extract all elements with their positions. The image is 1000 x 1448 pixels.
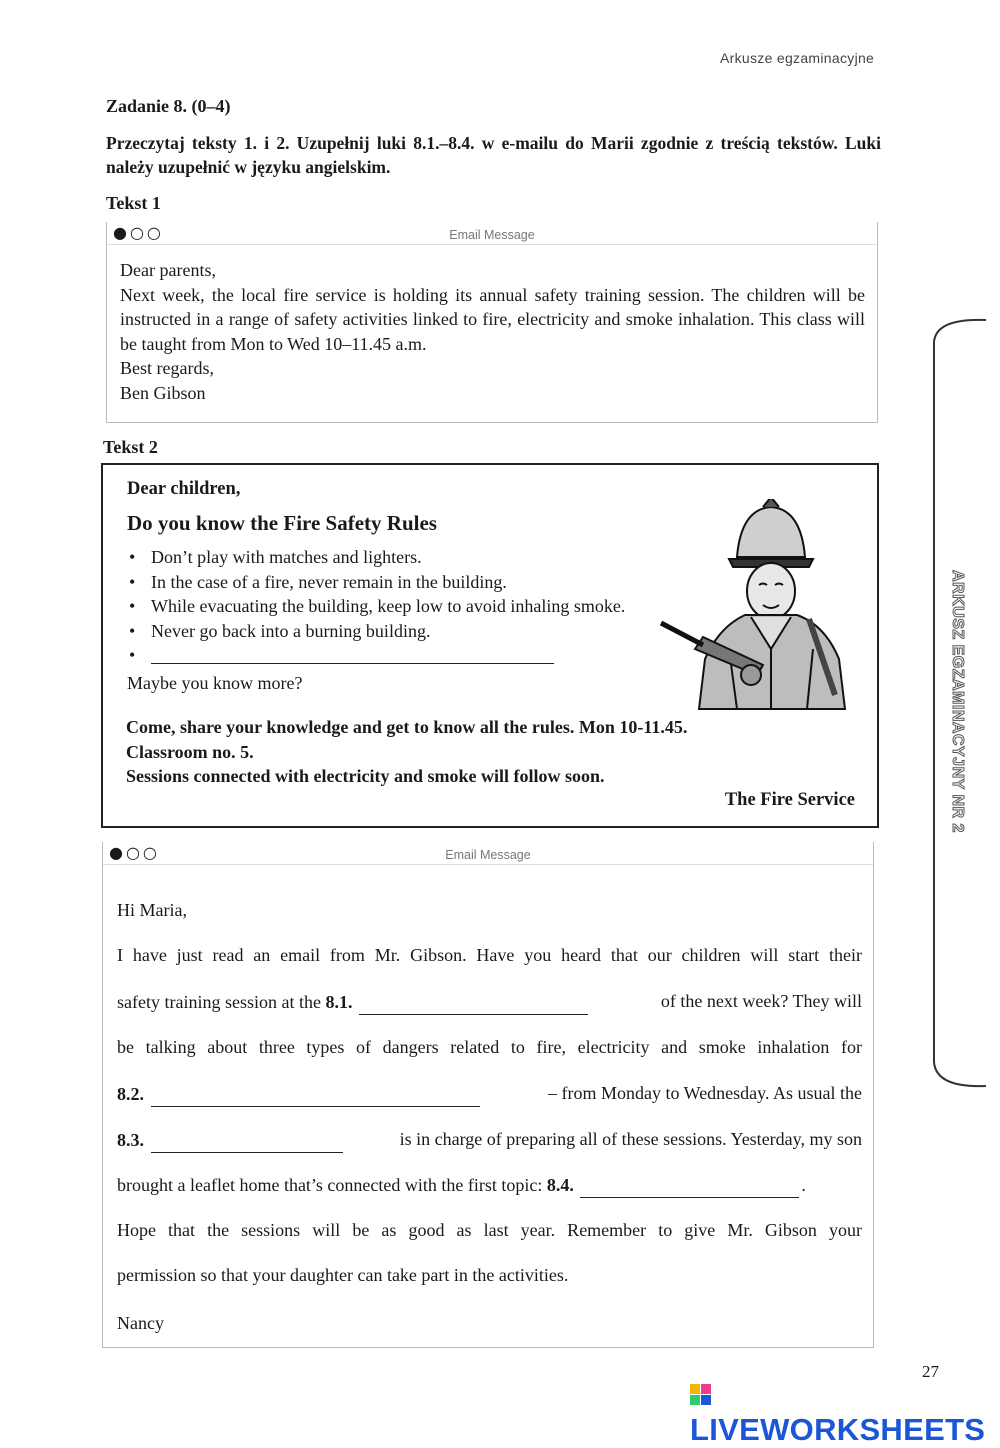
- rule-item: [127, 570, 625, 595]
- email-line-gap4: [117, 1174, 862, 1198]
- bullet-icon: •: [129, 571, 136, 592]
- rule-item: [127, 594, 625, 619]
- email-window-caption: Email Message: [445, 848, 531, 862]
- email-window-caption: Email Message: [449, 228, 535, 242]
- text2-heading: Do you know the Fire Safety Rules: [127, 511, 437, 535]
- rule-text: Don’t play with matches and lighters.: [151, 547, 422, 567]
- email-window-titlebar: [103, 842, 873, 865]
- bullet-icon: •: [129, 547, 136, 567]
- window-control-dots-icon: ●○○: [113, 223, 164, 242]
- answer-input-8-1[interactable]: [359, 991, 588, 1015]
- text2-label: Tekst 2: [103, 437, 158, 457]
- rule-blank-line: [151, 643, 554, 664]
- text1-closing: Best regards,: [120, 358, 214, 378]
- email-line: Hope that the sessions will be as good as last year. Remember to give Mr. Gibson your: [117, 1220, 862, 1240]
- rule-text: In the case of a fire, never remain in the building.: [151, 571, 507, 592]
- bullet-icon: •: [129, 620, 136, 641]
- bullet-icon: •: [129, 645, 136, 665]
- email-text: brought a leaflet home that’s connected with the first topic:: [117, 1175, 543, 1195]
- text2-signature: The Fire Service: [724, 790, 855, 810]
- email-text: safety training session at the: [117, 992, 321, 1012]
- email-text: of the next week? They will: [660, 991, 862, 1011]
- email-text: is in charge of preparing all of these sessions. Yesterday, my son: [399, 1129, 862, 1149]
- answer-input-8-4[interactable]: [580, 1174, 799, 1198]
- email-line-gap1: [117, 991, 862, 1015]
- email-text: – from Monday to Wednesday. As usual the: [547, 1083, 862, 1103]
- side-tab-label: ARKUSZ EGZAMINACYJNY NR 2: [949, 570, 966, 833]
- text2-greeting: Dear children,: [127, 479, 241, 499]
- rule-item-blank: [127, 643, 625, 671]
- text1-signature: Ben Gibson: [120, 382, 206, 403]
- answer-input-8-2[interactable]: [151, 1083, 480, 1107]
- email-greeting: Hi Maria,: [117, 900, 187, 920]
- gap-label: 8.2.: [117, 1084, 144, 1104]
- rule-text: Never go back into a burning building.: [151, 620, 431, 641]
- answer-input-8-3[interactable]: [151, 1129, 343, 1153]
- fire-safety-rules-list: [127, 545, 625, 671]
- task-instructions: Przeczytaj teksty 1. i 2. Uzupełnij luki 8.1.–8.4. w e-mailu do Marii zgodnie z treścią tekstów. Luki należy uzupełnić w języku angielskim.: [106, 133, 881, 177]
- text1-greeting: Dear parents,: [120, 260, 216, 280]
- text1-email-window: [106, 222, 878, 423]
- rule-item: [127, 545, 625, 570]
- invite-line: Come, share your knowledge and get to know all the rules. Mon 10-11.45.: [126, 717, 688, 737]
- text2-invitation: [126, 715, 687, 789]
- email-line: be talking about three types of dangers related to fire, electricity and smoke inhalation for: [117, 1037, 862, 1057]
- text1-email-body: [120, 258, 865, 405]
- task-title: Zadanie 8. (0–4): [106, 96, 231, 116]
- text2-leaflet: [101, 463, 879, 828]
- liveworksheets-logo-icon: [690, 1384, 711, 1405]
- reply-email-window: [102, 842, 874, 1348]
- invite-line: Sessions connected with electricity and smoke will follow soon.: [126, 766, 605, 786]
- text2-question: Maybe you know more?: [127, 673, 303, 693]
- email-window-titlebar: [107, 222, 877, 245]
- rule-text: While evacuating the building, keep low to avoid inhaling smoke.: [151, 596, 626, 616]
- email-text: .: [801, 1175, 806, 1195]
- email-signature: Nancy: [117, 1313, 164, 1333]
- email-line: I have just read an email from Mr. Gibson. Have you heard that our children will start their: [117, 945, 862, 965]
- liveworksheets-watermark: [690, 1376, 1000, 1448]
- invite-line: Classroom no. 5.: [126, 741, 254, 762]
- page-number: 27: [922, 1362, 939, 1381]
- rule-item: [127, 619, 625, 644]
- text1-body: Next week, the local fire service is holding its annual safety training session. The children will be instructed in a range of safety activities linked to fire, electricity and smoke inhalation. This class will be taught from Mon to Wed 10–11.45 a.m.: [120, 284, 865, 354]
- gap-label: 8.1.: [325, 992, 353, 1012]
- email-line-gap3: [117, 1129, 862, 1153]
- email-line: permission so that your daughter can take part in the activities.: [117, 1265, 569, 1285]
- window-control-dots-icon: ●○○: [109, 843, 160, 862]
- firefighter-illustration: [659, 499, 859, 711]
- text1-label: Tekst 1: [106, 193, 161, 213]
- gap-label: 8.4.: [546, 1175, 574, 1195]
- running-header: Arkusze egzaminacyjne: [720, 50, 875, 66]
- email-line-gap2: [117, 1083, 862, 1107]
- watermark-text: LIVEWORKSHEETS: [690, 1412, 986, 1447]
- bullet-icon: •: [129, 596, 136, 616]
- gap-label: 8.3.: [117, 1130, 144, 1150]
